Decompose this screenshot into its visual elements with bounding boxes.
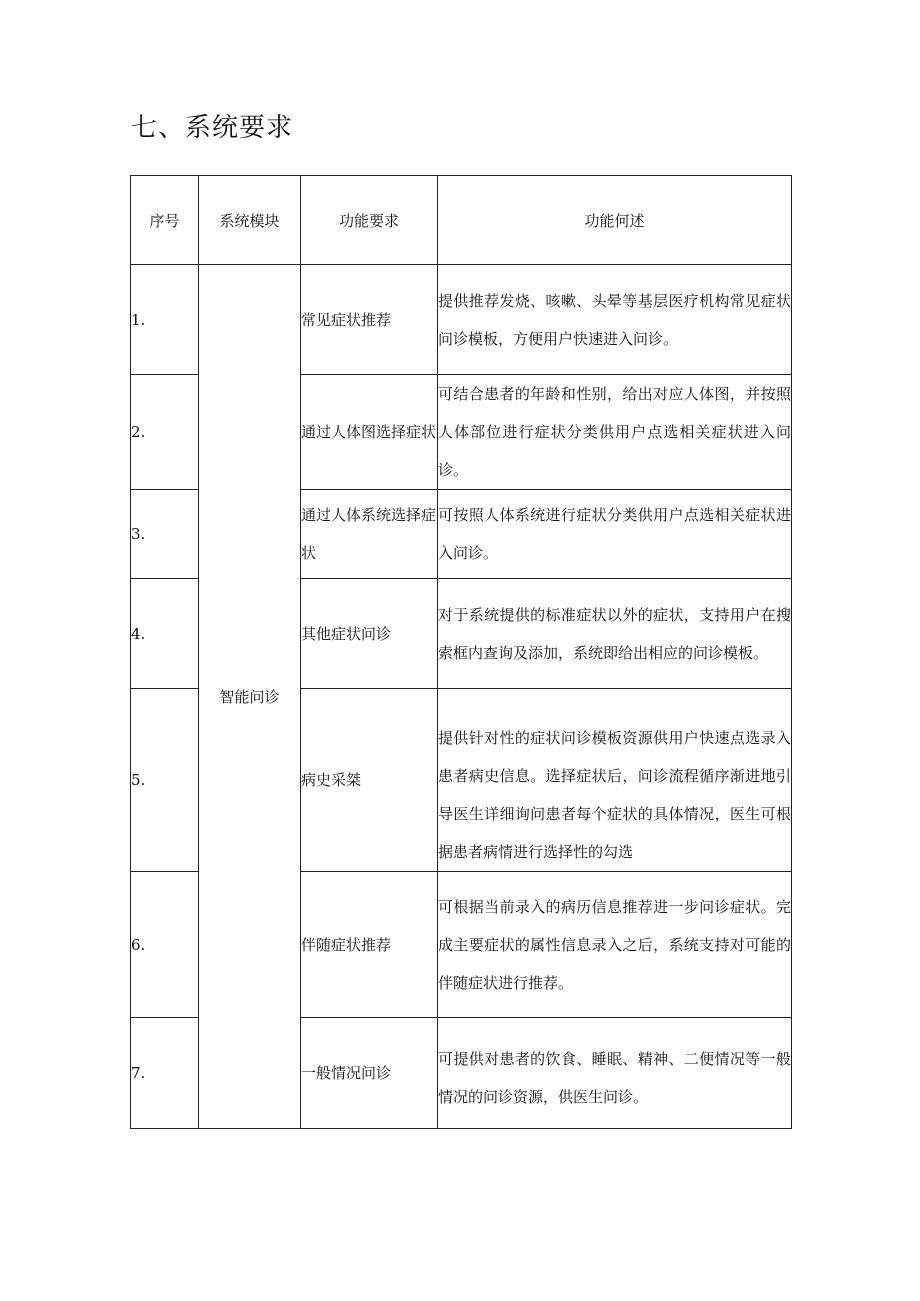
- row-requirement: 常见症状推荐: [301, 265, 438, 375]
- row-requirement: 通过人体系统选择症状: [301, 490, 438, 579]
- table-row: [131, 265, 792, 375]
- row-requirement: 病史采桀: [301, 689, 438, 872]
- page-title: 七、系统要求: [131, 113, 294, 143]
- row-index: 7.: [131, 1018, 199, 1129]
- row-index: 6.: [131, 872, 199, 1018]
- row-description: 可按照人体系统进行症状分类供用户点选相关症状进入问诊。: [438, 490, 792, 579]
- requirements-table: [130, 175, 792, 1129]
- row-index: 2.: [131, 375, 199, 490]
- module-cell: 智能问诊: [199, 265, 301, 1129]
- row-requirement: 通过人体图选择症状: [301, 375, 438, 490]
- row-requirement: 一般情况问诊: [301, 1018, 438, 1129]
- row-requirement: 伴随症状推荐: [301, 872, 438, 1018]
- row-description: 可提供对患者的饮食、睡眠、精神、二便情况等一般情况的问诊资源，供医生问诊。: [438, 1018, 792, 1129]
- row-description: 提供针对性的症状问诊模板资源供用户快速点选录入患者病史信息。选择症状后，问诊流程循序渐进地引导医生详细询问患者每个症状的具体情况，医生可根据患者病情进行选择性的勾选: [438, 689, 792, 872]
- row-index: 3.: [131, 490, 199, 579]
- header-module: 系统模块: [199, 176, 301, 265]
- row-description: 对于系统提供的标准症状以外的症状，支持用户在搜索框内查询及添加，系统即给出相应的问诊模板。: [438, 579, 792, 689]
- row-description: 提供推荐发烧、咳嗽、头晕等基层医疗机构常见症状问诊模板，方便用户快速进入问诊。: [438, 265, 792, 375]
- row-requirement: 其他症状问诊: [301, 579, 438, 689]
- row-index: 4.: [131, 579, 199, 689]
- row-index: 1.: [131, 265, 199, 375]
- header-requirement: 功能要求: [301, 176, 438, 265]
- header-index: 序号: [131, 176, 199, 265]
- header-description: 功能何述: [438, 176, 792, 265]
- table-header-row: [131, 176, 792, 265]
- row-description: 可根据当前录入的病历信息推荐进一步问诊症状。完成主要症状的属性信息录入之后，系统支持对可能的伴随症状进行推荐。: [438, 872, 792, 1018]
- row-index: 5.: [131, 689, 199, 872]
- row-description: 可结合患者的年龄和性别，给出对应人体图，并按照人体部位进行症状分类供用户点选相关症状进入问诊。: [438, 375, 792, 490]
